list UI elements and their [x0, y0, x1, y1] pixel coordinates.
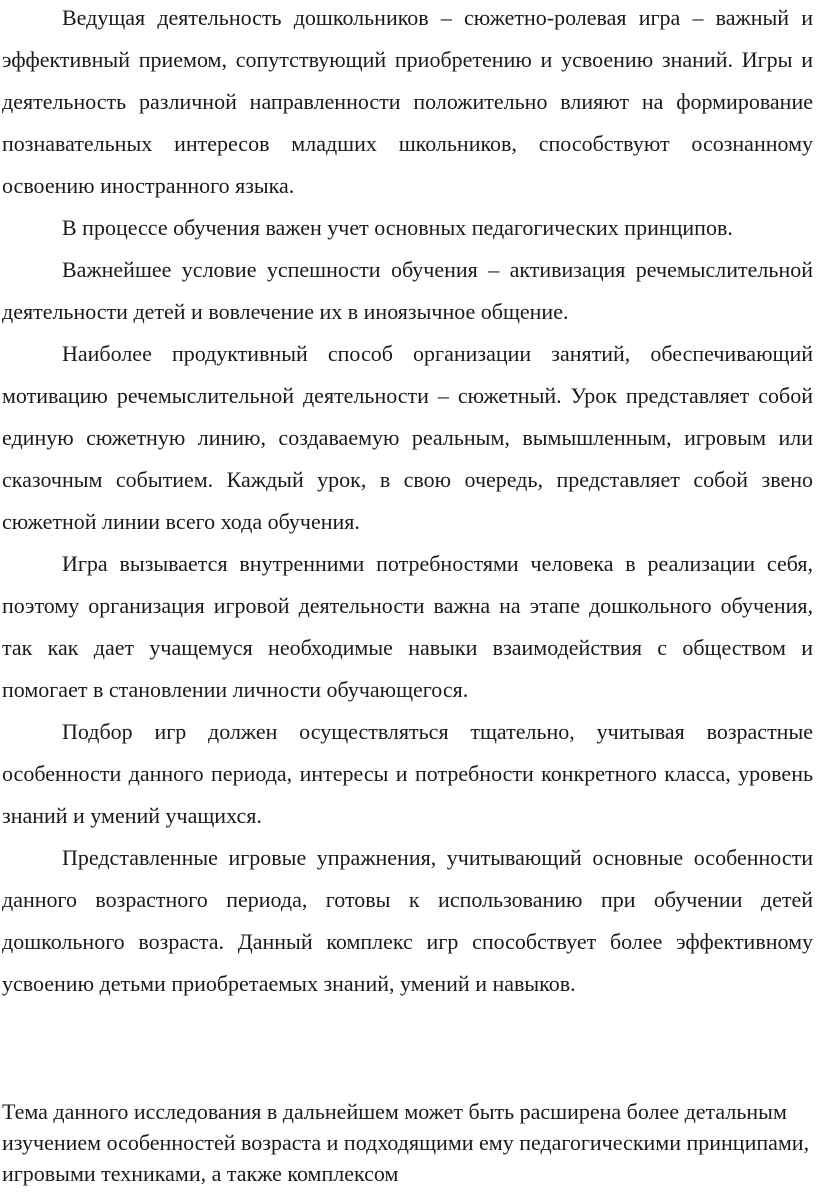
document-closing [2, 1096, 813, 1189]
paragraph-exercises: Представленные игровые упражнения, учитывающий основные особенности данного возрастного периода, готовы к использованию при обучении детей дошкольного возраста. Данный комплекс игр способствует более эффективному усвоению детьми приобретаемых знаний, умений и навыков. [2, 845, 813, 996]
paragraph-leading-activity: Ведущая деятельность дошкольников – сюжетно-ролевая игра – важный и эффективный приемом, сопутствующий приобретению и усвоению знаний. Игры и деятельность различной направленности положительно влияют на формирование познавательных интересов младших школьников, способствуют осознанному освоению иностранного языка. [2, 5, 813, 198]
paragraph-research-outlook: Тема данного исследования в дальнейшем может быть расширена более детальным изучением особенностей возраста и подходящими ему педагогическими принципами, игровыми техниками, а также комплексом [2, 1099, 810, 1186]
paragraph-game-selection: Подбор игр должен осуществляться тщательно, учитывая возрастные особенности данного периода, интересы и потребности конкретного класса, уровень знаний и умений учащихся. [2, 719, 813, 828]
paragraph-game-needs: Игра вызывается внутренними потребностями человека в реализации себя, поэтому организация игровой деятельности важна на этапе дошкольного обучения, так как дает учащемуся необходимые навыки взаимодействия с обществом и помогает в становлении личности обучающегося. [2, 551, 813, 702]
paragraph-activation: Важнейшее условие успешности обучения – активизация речемыслительной деятельности детей и вовлечение их в иноязычное общение. [2, 257, 813, 324]
paragraph-principles: В процессе обучения важен учет основных педагогических принципов. [62, 215, 733, 240]
document-body [2, 0, 813, 1005]
paragraph-plot-lessons: Наиболее продуктивный способ организации занятий, обеспечивающий мотивацию речемыслительной деятельности – сюжетный. Урок представляет собой единую сюжетную линию, создаваемую реальным, вымышленным, игровым или сказочным событием. Каждый урок, в свою очередь, представляет собой звено сюжетной линии всего хода обучения. [2, 341, 813, 534]
